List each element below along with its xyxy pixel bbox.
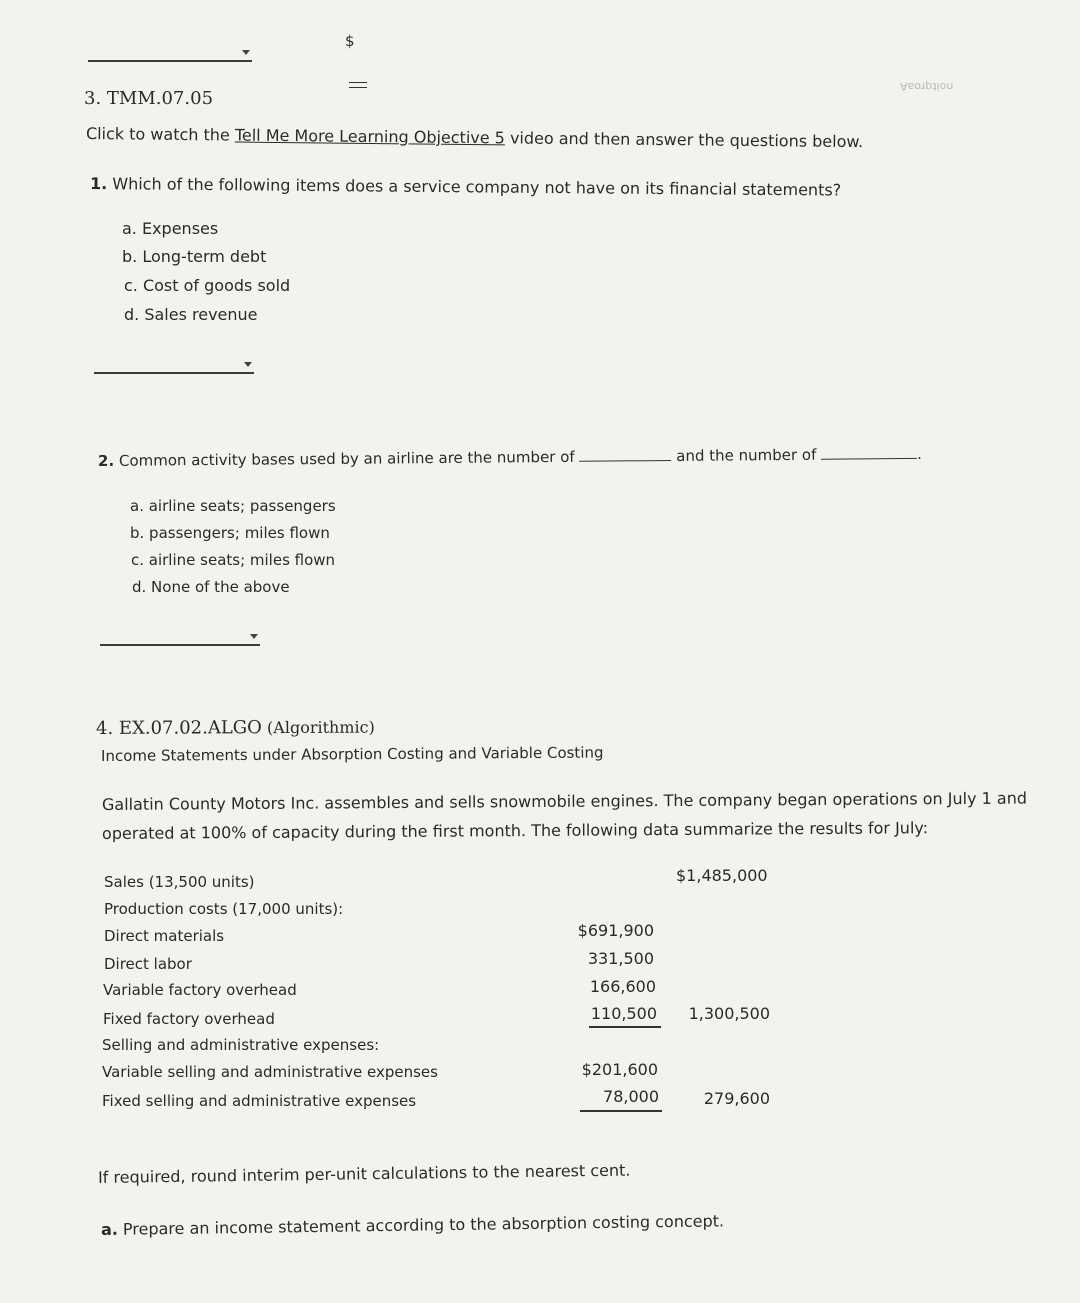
- q4-heading-suffix: (Algorithmic): [266, 717, 375, 738]
- q3-2-option-c: c. airline seats; miles flown: [131, 551, 336, 569]
- table-row-label: Variable selling and administrative expenses: [102, 1063, 438, 1081]
- answer-blank-1[interactable]: [579, 448, 671, 462]
- q3-instruction: [86, 124, 863, 151]
- q3-1-question: [90, 174, 841, 200]
- q3-1-option-a: a. Expenses: [122, 219, 219, 238]
- q4-subtitle: Income Statements under Absorption Costing and Variable Costing: [100, 743, 604, 765]
- answer-blank-2[interactable]: [821, 446, 917, 460]
- subtotal-rule: [580, 1110, 662, 1112]
- table-row-col1: 166,600: [589, 977, 656, 996]
- q3-heading: 3. TMM.07.05: [84, 88, 214, 109]
- chevron-down-icon: [242, 50, 250, 55]
- table-row-col1: $691,900: [577, 921, 654, 940]
- subtotal-rule: [589, 1026, 661, 1028]
- show-through-text: noitqroaA: [900, 80, 954, 93]
- table-row-label: Fixed factory overhead: [103, 1010, 275, 1028]
- answer-dropdown-prev[interactable]: [88, 46, 252, 62]
- table-row-label: Direct labor: [104, 955, 192, 973]
- part-a-text: Prepare an income statement according to the absorption costing concept.: [122, 1211, 725, 1239]
- table-row-label: Direct materials: [104, 927, 225, 945]
- question-text-part2: and the number of: [676, 445, 817, 465]
- video-link[interactable]: Tell Me More Learning Objective 5: [234, 125, 506, 148]
- q3-2-question: [98, 445, 922, 470]
- question-number: 1.: [89, 174, 108, 194]
- table-row-col1: 78,000: [603, 1087, 659, 1106]
- q3-2-answer-dropdown[interactable]: [100, 630, 260, 646]
- instruction-prefix: Click to watch the: [85, 124, 235, 145]
- table-row-label: Selling and administrative expenses:: [102, 1036, 380, 1054]
- table-row-col1: 331,500: [587, 949, 654, 968]
- chevron-down-icon: [250, 634, 258, 639]
- question-text-part1: Common activity bases used by an airline are the number of: [118, 447, 575, 470]
- equals-icon: [349, 82, 367, 88]
- table-row-label: Production costs (17,000 units):: [104, 900, 344, 918]
- part-a-label: a.: [100, 1219, 119, 1239]
- rounding-note: If required, round interim per-unit calculations to the nearest cent.: [97, 1160, 631, 1187]
- table-row-label: Sales (13,500 units): [104, 873, 255, 891]
- q3-2-option-b: b. passengers; miles flown: [130, 524, 330, 542]
- q3-2-option-d: d. None of the above: [132, 578, 290, 596]
- q3-1-option-d: d. Sales revenue: [124, 305, 258, 324]
- q4-intro-line1: Gallatin County Motors Inc. assembles and sells snowmobile engines. The company began operations on July 1 and: [101, 788, 1028, 814]
- instruction-suffix: video and then answer the questions below.: [504, 128, 864, 152]
- table-row-label: Fixed selling and administrative expenses: [102, 1092, 417, 1110]
- q4-heading: [96, 717, 375, 739]
- q4-heading-code: 4. EX.07.02.ALGO: [95, 717, 262, 739]
- chevron-down-icon: [244, 362, 252, 367]
- question-number: 2.: [97, 451, 115, 470]
- q3-1-option-b: b. Long-term debt: [122, 247, 267, 266]
- table-row-label: Variable factory overhead: [103, 981, 297, 999]
- q3-1-option-c: c. Cost of goods sold: [124, 276, 291, 295]
- table-row-col2: 1,300,500: [688, 1004, 770, 1023]
- q4-intro-line2: operated at 100% of capacity during the first month. The following data summarize the results for July:: [101, 818, 929, 843]
- part-a-instruction: [101, 1211, 724, 1239]
- dollar-sign: $: [345, 32, 355, 50]
- q3-2-option-a: a. airline seats; passengers: [130, 497, 336, 515]
- question-text-end: .: [917, 444, 923, 463]
- q3-1-answer-dropdown[interactable]: [94, 358, 254, 374]
- table-row-col2: $1,485,000: [676, 866, 768, 885]
- question-text: Which of the following items does a service company not have on its financial statements?: [112, 174, 842, 200]
- table-row-col1: 110,500: [590, 1004, 657, 1023]
- table-row-col2: 279,600: [703, 1089, 770, 1108]
- table-row-col1: $201,600: [581, 1060, 658, 1079]
